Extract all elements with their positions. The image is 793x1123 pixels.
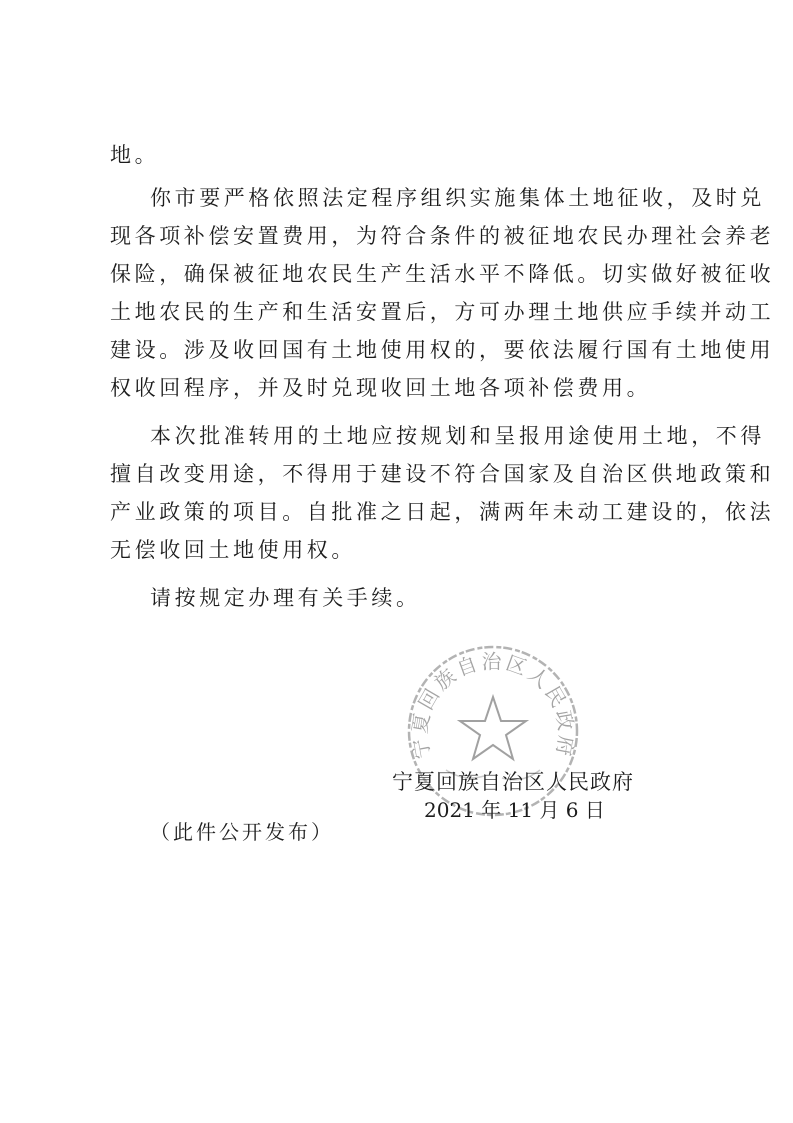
paragraph-3-line-3: 产业政策的项目。自批准之日起，满两年未动工建设的，依法 [110,500,775,524]
paragraph-4-line-1: 请按规定办理有关手续。 [150,586,421,610]
paragraph-2-line-6: 权收回程序，并及时兑现收回土地各项补偿费用。 [110,376,652,400]
paragraph-3-line-1: 本次批准转用的土地应按规划和呈报用途使用土地，不得 [150,424,765,448]
paragraph-3-line-2: 擅自改变用途，不得用于建设不符合国家及自治区供地政策和 [110,462,775,486]
issuer-signature: 宁夏回族自治区人民政府 [392,770,634,794]
paragraph-2-line-2: 现各项补偿安置费用，为符合条件的被征地农民办理社会养老 [110,224,775,248]
paragraph-1-line-1: 地。 [110,143,160,167]
seal-star-icon [460,697,526,759]
paragraph-2-line-1: 你市要严格依照法定程序组织实施集体土地征收，及时兑 [150,186,765,210]
paragraph-2-line-4: 土地农民的生产和生活安置后，方可办理土地供应手续并动工 [110,300,775,324]
paragraph-2-line-5: 建设。涉及收回国有土地使用权的，要依法履行国有土地使用 [110,338,775,362]
issue-date: 2021 年 11 月 6 日 [424,798,605,822]
publication-note: （此件公开发布） [150,820,334,844]
seal-arc-text: 宁夏回族自治区人民政府 [407,649,579,761]
paragraph-3-line-4: 无偿收回土地使用权。 [110,538,356,562]
paragraph-2-line-3: 保险，确保被征地农民生产生活水平不降低。切实做好被征收 [110,262,775,286]
